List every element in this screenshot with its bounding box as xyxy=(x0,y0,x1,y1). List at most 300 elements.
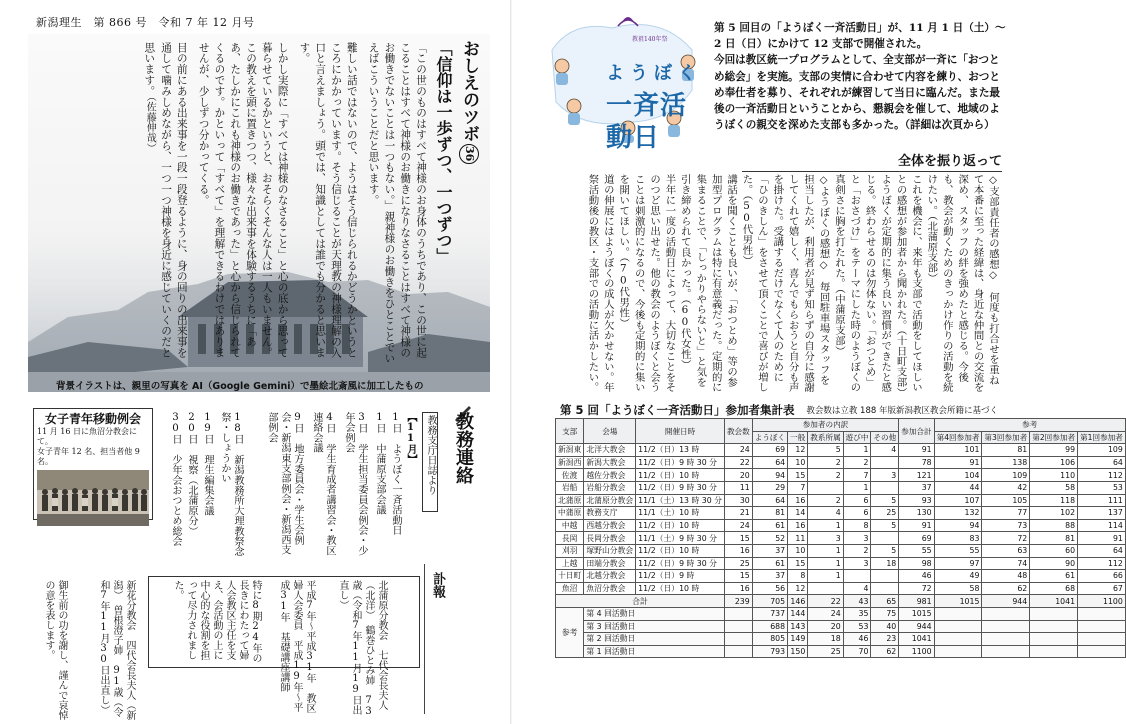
table-cell: 刈羽 xyxy=(556,544,584,557)
table-cell: 長岡分教会 xyxy=(584,532,636,545)
table-header: 参加合計 xyxy=(899,419,934,444)
table-cell: 62 xyxy=(982,582,1030,595)
table-cell: 北蒲原 xyxy=(556,494,584,507)
table-cell: 35 xyxy=(843,607,871,620)
table-cell: 上越 xyxy=(556,557,584,570)
table-cell: 53 xyxy=(843,620,871,633)
schedule-entry xyxy=(169,412,182,562)
schedule-day: 1日 xyxy=(374,412,385,434)
table-header: 参考 xyxy=(934,419,1125,432)
table-header: 開催日時 xyxy=(636,419,725,444)
table-cell xyxy=(1030,633,1078,646)
table-cell: 5 xyxy=(808,444,843,457)
table-cell: 中蒲原 xyxy=(556,507,584,520)
table-row xyxy=(556,507,1126,520)
table-cell xyxy=(982,645,1030,658)
obituary-heading: 訃報 xyxy=(430,572,445,598)
table-row xyxy=(556,582,1126,595)
table-cell xyxy=(871,481,899,494)
group-photo xyxy=(37,470,149,526)
schedule-items: 理生編集会議 xyxy=(202,454,213,516)
table-cell: 111 xyxy=(1078,494,1126,507)
table-cell xyxy=(982,620,1030,633)
table-cell: 62 xyxy=(871,645,899,658)
review-paragraph: 講話を聞くことも良いが、「おつとめ」等の参加型プログラムは特に有意義だった。定期的に集まることで、「しっかりやらないと」と気を引き締められて良かった。（60代女性） xyxy=(678,174,738,393)
table-cell: 6 xyxy=(843,494,871,507)
table-cell: 北蒲原分教会 xyxy=(584,494,636,507)
results-table xyxy=(555,418,1126,658)
column-number-badge: 36 xyxy=(459,144,479,164)
table-row xyxy=(556,557,1126,570)
table-header: 一般 xyxy=(788,431,808,444)
table-cell: 1 xyxy=(808,544,843,557)
photo-box xyxy=(33,408,153,520)
table-cell: 5 xyxy=(871,494,899,507)
table-cell xyxy=(808,582,843,595)
obituary-entry: 新花分教会 四代会長夫人（新潟） 曽根澄子姉 91歳（令和7年11月30日出直し） xyxy=(98,580,135,720)
table-cell: 25 xyxy=(871,507,899,520)
table-cell: 91 xyxy=(899,519,934,532)
table-cell xyxy=(871,582,899,595)
table-cell: 105 xyxy=(982,494,1030,507)
table-cell xyxy=(724,607,752,620)
column-author: （佐藤伸哉） xyxy=(144,96,156,154)
table-cell: 49 xyxy=(934,570,982,583)
table-cell: 91 xyxy=(1078,532,1126,545)
table-cell: 16 xyxy=(724,544,752,557)
table-cell: 109 xyxy=(982,469,1030,482)
table-cell: 23 xyxy=(871,633,899,646)
table-cell: 16 xyxy=(724,582,752,595)
table-header: 第3回参加者 xyxy=(982,431,1030,444)
table-cell: 24 xyxy=(724,519,752,532)
table-cell: 55 xyxy=(899,544,934,557)
left-page xyxy=(0,0,512,724)
table-cell xyxy=(871,570,899,583)
table-cell: 61 xyxy=(752,557,787,570)
table-cell xyxy=(1078,607,1126,620)
table-cell: 20 xyxy=(724,469,752,482)
table-cell: 長岡 xyxy=(556,532,584,545)
table-cell: 58 xyxy=(934,582,982,595)
table-cell: 61 xyxy=(1030,570,1078,583)
table-cell: 1015 xyxy=(934,595,982,608)
table-cell: 944 xyxy=(899,620,934,633)
schedule-day: 9日 xyxy=(292,412,303,434)
table-cell: 55 xyxy=(934,544,982,557)
table-cell: 1015 xyxy=(899,607,934,620)
table-cell: 越佐分教会 xyxy=(584,469,636,482)
table-cell: 25 xyxy=(724,557,752,570)
table-cell: 2 xyxy=(808,469,843,482)
table-cell: 705 xyxy=(752,595,787,608)
table-header: 第4回参加者 xyxy=(934,431,982,444)
table-cell: 104 xyxy=(934,469,982,482)
table-cell: 1100 xyxy=(1078,595,1126,608)
table-cell: 24 xyxy=(724,444,752,457)
schedule-items: 学生担当委員会例会・少年会例会 xyxy=(343,412,367,556)
table-cell: 53 xyxy=(1078,481,1126,494)
table-cell: 塚野山分教会 xyxy=(584,544,636,557)
table-cell: 15 xyxy=(788,557,808,570)
review-heading: 全体を振り返って xyxy=(742,150,1002,172)
table-cell: 北越分教会 xyxy=(584,570,636,583)
table-header: 第1回参加者 xyxy=(1078,431,1126,444)
table-row xyxy=(556,481,1126,494)
table-cell: 944 xyxy=(982,595,1030,608)
table-cell: 106 xyxy=(1030,456,1078,469)
table-cell: 新潟東 xyxy=(556,444,584,457)
table-cell: 37 xyxy=(752,570,787,583)
table-cell: 15 xyxy=(724,570,752,583)
table-cell: 11/2（日）10 時 xyxy=(636,582,725,595)
table-cell: 77 xyxy=(982,507,1030,520)
table-cell: 3 xyxy=(843,557,871,570)
column-heading-text: おしえのツボ xyxy=(459,40,479,142)
schedule-entry xyxy=(308,412,336,562)
table-cell: 3 xyxy=(808,532,843,545)
table-cell: 121 xyxy=(899,469,934,482)
schedule-items: 地方委員会・学生会例会・新潟東支部例会・新潟西支部例会 xyxy=(266,412,303,555)
table-cell: 24 xyxy=(808,607,843,620)
table-cell: 1 xyxy=(843,481,871,494)
table-cell: 11/1（土）9 時 30 分 xyxy=(636,532,725,545)
table-cell: 37 xyxy=(752,544,787,557)
schedule-month: 【11月】 xyxy=(405,412,416,464)
schedule xyxy=(168,408,438,568)
table-cell: 132 xyxy=(934,507,982,520)
table-cell: 14 xyxy=(788,507,808,520)
table-cell: 81 xyxy=(1030,532,1078,545)
table-cell: 16 xyxy=(788,519,808,532)
table-cell: 6 xyxy=(843,507,871,520)
table-cell: 8 xyxy=(788,570,808,583)
table-cell: 11/2（日）10 時 xyxy=(636,519,725,532)
table-cell: 64 xyxy=(1078,456,1126,469)
table-cell: 73 xyxy=(982,519,1030,532)
table-cell: 11/2（日）9 時 30 分 xyxy=(636,456,725,469)
table-cell: 11/2（日）9 時 xyxy=(636,570,725,583)
table-cell: 11/2（日）9 時 30 分 xyxy=(636,557,725,570)
schedule-label: 教務支庁日誌より xyxy=(422,412,438,512)
table-cell: 44 xyxy=(934,481,982,494)
review-paragraph: 道の伸展にはようぼくの成人が欠かせない。年祭活動後の教区・支部での活動に活かしたい。 xyxy=(586,174,614,393)
schedule-entry xyxy=(389,412,402,562)
schedule-items: 少年会おつとめ総会 xyxy=(170,454,181,547)
table-cell: 22 xyxy=(724,456,752,469)
table-cell xyxy=(871,532,899,545)
schedule-day: 4日 xyxy=(324,412,335,434)
table-cell: 4 xyxy=(808,507,843,520)
table-header: 教会数 xyxy=(724,419,752,444)
table-cell: 5 xyxy=(871,519,899,532)
schedule-items: 新潟教務所大理教祭念祭・しょうかい xyxy=(219,412,243,557)
table-row xyxy=(556,519,1126,532)
table-cell: 109 xyxy=(1078,444,1126,457)
obituary-entry: 特に8期24年の長きにわたって婦人会教区主任を支え、会活動の上に中心的な役割を担って尽力されました。 xyxy=(172,580,261,663)
table-header: 教系所属 xyxy=(808,431,843,444)
table-cell: 146 xyxy=(788,595,808,608)
table-cell: 第 3 回活動日 xyxy=(584,620,725,633)
column-heading xyxy=(458,40,480,340)
table-header: その他 xyxy=(871,431,899,444)
table-cell: 94 xyxy=(934,519,982,532)
table-cell xyxy=(843,570,871,583)
intro-paragraph: 第 5 回目の「ようぼく一斉活動日」が、11 月 1 日（土）〜 2 日（日）にかけて 12 支部で開催された。 xyxy=(714,22,1006,51)
table-cell: 737 xyxy=(752,607,787,620)
table-header: 遊び中 xyxy=(843,431,871,444)
table-cell: 1 xyxy=(808,557,843,570)
table-row xyxy=(556,456,1126,469)
table-reference-row xyxy=(556,645,1126,658)
table-cell xyxy=(871,456,899,469)
schedule-day: 19日 xyxy=(202,412,213,445)
table-cell: 37 xyxy=(899,481,934,494)
schedule-entry xyxy=(201,412,214,562)
table-reference-row xyxy=(556,607,1126,620)
table-cell: 魚沼 xyxy=(556,582,584,595)
table-body xyxy=(556,444,1126,658)
table-cell: 137 xyxy=(1078,507,1126,520)
table-cell: 3 xyxy=(871,469,899,482)
table-cell: 合計 xyxy=(556,595,725,608)
table-cell: 63 xyxy=(982,544,1030,557)
table-cell: 52 xyxy=(752,532,787,545)
table-cell: 74 xyxy=(982,557,1030,570)
table-cell: 7 xyxy=(788,481,808,494)
table-cell: 30 xyxy=(724,494,752,507)
table-cell: 12 xyxy=(788,582,808,595)
table-cell: 11/2（日）10 時 xyxy=(636,469,725,482)
table-cell xyxy=(1030,620,1078,633)
table-cell: 西越分教会 xyxy=(584,519,636,532)
table-cell: 岩船 xyxy=(556,481,584,494)
table-cell xyxy=(724,620,752,633)
table-cell: 72 xyxy=(899,582,934,595)
table-cell: 112 xyxy=(1078,469,1126,482)
column-block xyxy=(28,34,490,392)
schedule-items: ようぼく一斉活動日 xyxy=(390,443,401,536)
table-cell: 20 xyxy=(808,620,843,633)
table-cell: 第 1 回活動日 xyxy=(584,645,725,658)
table-cell: 93 xyxy=(899,494,934,507)
table-cell: 1041 xyxy=(1030,595,1078,608)
table-cell: 1041 xyxy=(899,633,934,646)
event-title-bottom: 一斉活動日 xyxy=(606,91,688,153)
table-cell: 10 xyxy=(788,456,808,469)
table-cell xyxy=(1078,645,1126,658)
table-cell: 114 xyxy=(1078,519,1126,532)
table-cell: 8 xyxy=(843,519,871,532)
table-cell: 94 xyxy=(752,469,787,482)
table-cell: 60 xyxy=(1030,544,1078,557)
table-cell: 21 xyxy=(724,507,752,520)
table-cell: 64 xyxy=(752,456,787,469)
table-title: 第 5 回「ようぼく一斉活動日」参加者集計表 xyxy=(560,403,795,417)
table-cell xyxy=(934,633,982,646)
table-cell: 11/1（土）10 時 xyxy=(636,507,725,520)
table-cell: 99 xyxy=(1030,444,1078,457)
table-cell: 5 xyxy=(871,544,899,557)
schedule-items: 学生育成者講習会・教区連絡会議 xyxy=(311,412,335,556)
table-cell: 69 xyxy=(752,444,787,457)
schedule-items: 視察（北蒲原分） xyxy=(186,454,197,537)
schedule-day: 3日 xyxy=(356,412,367,434)
table-cell: 144 xyxy=(788,607,808,620)
schedule-day: 30日 xyxy=(170,412,181,445)
column-body xyxy=(28,42,428,364)
schedule-day: 20日 xyxy=(186,412,197,445)
table-cell xyxy=(1030,607,1078,620)
table-cell: 1 xyxy=(808,570,843,583)
table-cell: 64 xyxy=(752,494,787,507)
table-cell xyxy=(724,633,752,646)
table-header: 支部 xyxy=(556,419,584,444)
table-cell xyxy=(982,633,1030,646)
obituary-entry: 北蒲原分教会 七代会長夫人（北洋） 鶴巻ひとみ姉 73歳（令和7年11月19日出直し） xyxy=(337,580,387,717)
table-cell: 18 xyxy=(871,557,899,570)
column-paragraph: しかし実際に「すべては神様のなさること」と心の底から思って暮らせているかというと、おそらくそんな人は一人もいません。この教えを頭に置きつつ、様々な出来事を体験するうちに「ああ、たしかにこれも神様のお働きであった」と心から信じられてくるのです。かといって「すべて」を理解できるわけではありませんが、少しずつ分かってくる。 xyxy=(197,42,289,359)
table-cell: 田端分教会 xyxy=(584,557,636,570)
table-cell: 70 xyxy=(843,645,871,658)
table-row xyxy=(556,570,1126,583)
table-cell: 56 xyxy=(752,582,787,595)
table-cell: 岩船分教会 xyxy=(584,481,636,494)
table-cell: 佐渡 xyxy=(556,469,584,482)
review-paragraph: ◇支部責任者の感想◇ 何度も打合せを重ねて本番に至った経緯は、身近な仲間との交流を深め、スタッフの絆を強めたと感じる。今後も、教会が動くためのきっかけ作りの活動を続けたい。（北蒲原支部） xyxy=(925,174,999,393)
table-reference-row xyxy=(556,620,1126,633)
table-cell: 91 xyxy=(934,456,982,469)
table-cell: 805 xyxy=(752,633,787,646)
schedule-entry xyxy=(216,412,244,562)
schedule-entry xyxy=(248,412,304,562)
schedule-items: 中蒲原支部会議 xyxy=(374,443,385,515)
table-cell xyxy=(982,607,1030,620)
table-cell: 12 xyxy=(788,444,808,457)
table-cell: 61 xyxy=(752,519,787,532)
photo-box-caption: 女子青年 12 名、担当者他 9 名。 xyxy=(37,447,140,466)
table-cell: 22 xyxy=(808,595,843,608)
table-cell: 69 xyxy=(899,532,934,545)
table-cell: 2 xyxy=(808,494,843,507)
table-cell: 11/2（日）9 時 30 分 xyxy=(636,481,725,494)
table-cell: 2 xyxy=(843,456,871,469)
table-cell: 90 xyxy=(1030,557,1078,570)
column-paragraph xyxy=(140,42,188,364)
table-cell: 97 xyxy=(934,557,982,570)
table-cell: 1 xyxy=(808,519,843,532)
table-cell: 98 xyxy=(899,557,934,570)
review-paragraph: ようぼくが定期的に集う良い習慣ができたと感じる。終わらせるのは勿体ない。「おつとめ」と「おさづけ」をテーマにした時のようぼくの真剣さに胸を打たれた。（中蒲原支部） xyxy=(832,174,892,393)
table-cell: 18 xyxy=(808,633,843,646)
table-cell: 150 xyxy=(788,645,808,658)
table-cell: 143 xyxy=(788,620,808,633)
table-cell: 新潟西 xyxy=(556,456,584,469)
table-cell xyxy=(934,620,982,633)
table-cell: 1100 xyxy=(899,645,934,658)
table-cell xyxy=(808,481,843,494)
review-paragraph: ◇ようぼくの感想◇ 毎回駐車場スタッフを担当したが、利用者が見ず知らずの自分に感謝してくれて嬉しく、喜んでもらおうと自分も声を掛けた。受講するだけでなくて人のために「ひのきしん」をさせて頂くことで喜びが増した。（50代男性） xyxy=(740,174,830,393)
table-reference-label: 参考 xyxy=(556,607,584,657)
table-note: 教会数は立教 188 年版新潟教区教会所籍に基づく xyxy=(806,406,998,416)
table-cell: 65 xyxy=(871,595,899,608)
table-cell: 第 4 回活動日 xyxy=(584,607,725,620)
table-total-row xyxy=(556,595,1126,608)
table-cell: 中越 xyxy=(556,519,584,532)
event-logo-area xyxy=(542,10,702,153)
table-cell: 64 xyxy=(1078,544,1126,557)
table-cell: 138 xyxy=(982,456,1030,469)
schedule-entry xyxy=(185,412,198,562)
table-cell: 42 xyxy=(982,481,1030,494)
table-cell: 教務支庁 xyxy=(584,507,636,520)
column-title: 「信仰は一歩ずつ、一つずつ」 xyxy=(434,40,453,264)
table-cell: 58 xyxy=(1030,481,1078,494)
table-cell: 107 xyxy=(934,494,982,507)
table-cell: 第 2 回活動日 xyxy=(584,633,725,646)
table-cell: 68 xyxy=(1030,582,1078,595)
table-cell: 魚沼分教会 xyxy=(584,582,636,595)
table-header: 第2回参加者 xyxy=(1030,431,1078,444)
table-cell: 88 xyxy=(1030,519,1078,532)
table-row xyxy=(556,444,1126,457)
table-header: ようぼく xyxy=(752,431,787,444)
table-cell: 29 xyxy=(752,481,787,494)
schedule-day: 18日 xyxy=(232,412,243,445)
table-cell: 新潟大教会 xyxy=(584,456,636,469)
table-cell: 十日町 xyxy=(556,570,584,583)
table-cell: 16 xyxy=(788,494,808,507)
table-cell: 688 xyxy=(752,620,787,633)
table-cell: 11/2（日）10 時 xyxy=(636,544,725,557)
background-caption: 背景イラストは、親里の写真を AI（Google Gemini）で墨絵北斎風に加工したもの xyxy=(56,381,424,392)
table-cell: 110 xyxy=(1030,469,1078,482)
table-cell: 2 xyxy=(808,456,843,469)
table-cell: 149 xyxy=(788,633,808,646)
table-cell: 2 xyxy=(843,544,871,557)
table-cell: 83 xyxy=(934,532,982,545)
obituary-entry: 平成7年〜平成31年 教区婦人会委員 平成19年〜平成31年 基礎講座講師 xyxy=(278,580,315,713)
table-cell: 46 xyxy=(899,570,934,583)
table-cell: 102 xyxy=(1030,507,1078,520)
table-cell: 78 xyxy=(899,456,934,469)
table-row xyxy=(556,469,1126,482)
table-cell: 4 xyxy=(871,444,899,457)
table-cell: 1 xyxy=(843,444,871,457)
logo-text: 教祖140年祭 xyxy=(632,36,668,43)
table-cell: 25 xyxy=(808,645,843,658)
table-cell: 81 xyxy=(752,507,787,520)
table-cell: 10 xyxy=(788,544,808,557)
table-cell: 11/2（日）13 時 xyxy=(636,444,725,457)
table-cell: 239 xyxy=(724,595,752,608)
table-cell xyxy=(934,645,982,658)
schedule-day: 1日 xyxy=(390,412,401,434)
table-cell: 75 xyxy=(871,607,899,620)
table-cell xyxy=(1030,645,1078,658)
table-cell: 81 xyxy=(982,444,1030,457)
table-reference-row xyxy=(556,633,1126,646)
photo-box-caption: 11 月 16 日に魚沼分教会にて。 xyxy=(37,427,137,446)
table-cell: 112 xyxy=(1078,557,1126,570)
column-paragraph: 「この世のものはすべて神様のお身体のうちであり、この世に起こることはすべて神様のお働きになりなさることはすべて神様のお働きでないことは一つもない。」親神様のお働きをひとことでいえばこういうことだと思います。 xyxy=(367,42,427,364)
table-cell: 43 xyxy=(843,595,871,608)
table-cell: 793 xyxy=(752,645,787,658)
review-paragraph: これを機会に、来年も支部で活動をしてほしいとの感想が参加者から聞かれた。（十日町支部） xyxy=(894,174,922,398)
schedule-entry xyxy=(373,412,386,562)
obituary-divider xyxy=(424,564,425,714)
table-cell xyxy=(1078,633,1126,646)
